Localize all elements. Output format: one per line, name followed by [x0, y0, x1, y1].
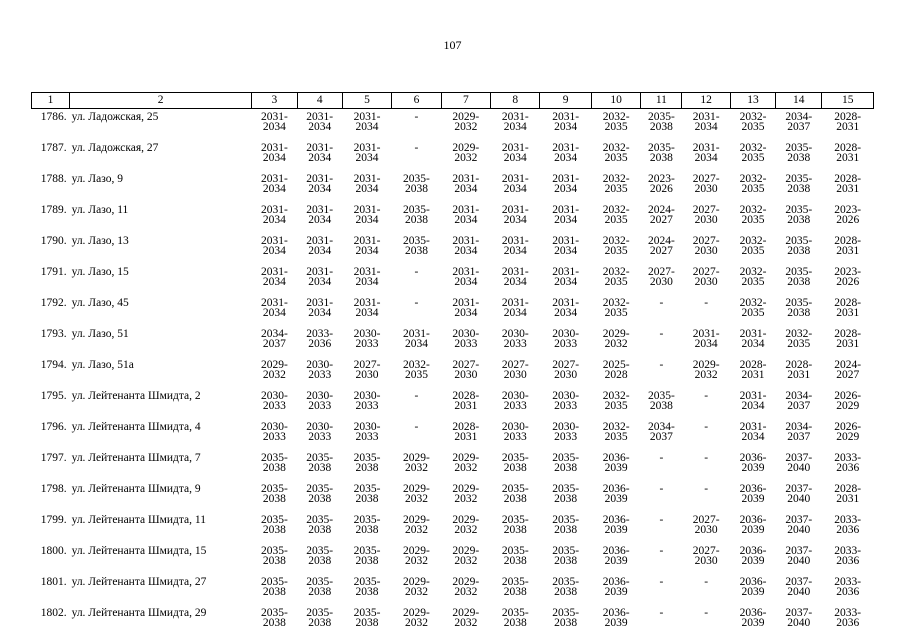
period-cell: 2030- 2033 — [353, 390, 381, 412]
period-cell: 2024- 2027 — [647, 235, 675, 257]
period-cell: 2031- 2034 — [501, 297, 529, 319]
period-cell: 2027- 2030 — [692, 173, 720, 195]
table-row — [32, 388, 874, 419]
table-row — [32, 481, 874, 512]
address-cell: ул. Лазо, 45 — [71, 297, 129, 309]
column-header: 10 — [591, 93, 640, 109]
period-cell: 2023- 2026 — [834, 266, 862, 288]
period-cell: 2035- 2038 — [306, 576, 334, 598]
period-cell: 2035- 2038 — [306, 607, 334, 629]
period-cell: - — [704, 483, 709, 495]
period-cell: 2037- 2040 — [785, 545, 813, 567]
period-cell: 2035- 2038 — [785, 235, 813, 257]
period-cell: 2031- 2034 — [260, 111, 288, 133]
period-cell: 2034- 2037 — [785, 390, 813, 412]
period-cell: 2035- 2038 — [501, 545, 529, 567]
period-cell: - — [659, 328, 664, 340]
period-cell: 2031- 2034 — [353, 173, 381, 195]
period-cell: 2031- 2034 — [260, 297, 288, 319]
period-cell: 2035- 2038 — [785, 266, 813, 288]
period-cell: - — [414, 390, 419, 402]
period-cell: 2036- 2039 — [602, 514, 630, 536]
period-cell: 2035- 2038 — [552, 576, 580, 598]
period-cell: 2032- 2035 — [602, 142, 630, 164]
address-cell: ул. Лейтенанта Шмидта, 7 — [71, 452, 201, 464]
period-cell: 2029- 2032 — [452, 111, 480, 133]
period-cell: - — [659, 452, 664, 464]
period-cell: 2029- 2032 — [452, 452, 480, 474]
row-number: 1787. — [40, 142, 67, 154]
period-cell: 2031- 2034 — [552, 235, 580, 257]
period-cell: - — [414, 142, 419, 154]
table-row — [32, 605, 874, 636]
table-row — [32, 233, 874, 264]
period-cell: 2031- 2034 — [739, 328, 767, 350]
table-row — [32, 171, 874, 202]
period-cell: 2027- 2030 — [647, 266, 675, 288]
period-cell: 2036- 2039 — [739, 607, 767, 629]
period-cell: 2027- 2030 — [692, 514, 720, 536]
period-cell: - — [659, 607, 664, 619]
address-cell: ул. Лазо, 9 — [71, 173, 123, 185]
period-cell: 2031- 2034 — [501, 111, 529, 133]
period-cell: 2035- 2038 — [785, 142, 813, 164]
period-cell: 2035- 2038 — [552, 607, 580, 629]
period-cell: 2035- 2038 — [501, 576, 529, 598]
period-cell: 2030- 2033 — [306, 359, 334, 381]
period-cell: 2029- 2032 — [452, 576, 480, 598]
period-cell: 2035- 2038 — [260, 514, 288, 536]
period-cell: 2028- 2031 — [834, 328, 862, 350]
row-number: 1789. — [40, 204, 67, 216]
period-cell: 2029- 2032 — [452, 142, 480, 164]
period-cell: 2029- 2032 — [692, 359, 720, 381]
period-cell: 2028- 2031 — [834, 297, 862, 319]
period-cell: 2030- 2033 — [552, 328, 580, 350]
period-cell: 2035- 2038 — [647, 111, 675, 133]
period-cell: 2029- 2032 — [403, 483, 430, 505]
period-cell: 2035- 2038 — [353, 576, 381, 598]
period-cell: 2031- 2034 — [260, 142, 288, 164]
period-cell: 2035- 2038 — [501, 483, 529, 505]
column-header: 14 — [776, 93, 822, 109]
column-header: 11 — [641, 93, 682, 109]
column-header: 4 — [297, 93, 342, 109]
period-cell: 2035- 2038 — [353, 545, 381, 567]
period-cell: 2028- 2031 — [834, 111, 862, 133]
period-cell: 2037- 2040 — [785, 576, 813, 598]
period-cell: 2031- 2034 — [306, 173, 334, 195]
period-cell: 2035- 2038 — [403, 204, 430, 226]
period-cell: 2034- 2037 — [785, 421, 813, 443]
period-cell: 2031- 2034 — [692, 328, 720, 350]
row-number: 1792. — [40, 297, 67, 309]
period-cell: 2035- 2038 — [403, 173, 430, 195]
period-cell: 2031- 2034 — [739, 390, 767, 412]
period-cell: 2031- 2034 — [306, 235, 334, 257]
period-cell: 2035- 2038 — [785, 204, 813, 226]
period-cell: 2031- 2034 — [260, 204, 288, 226]
period-cell: 2025- 2028 — [602, 359, 630, 381]
period-cell: 2032- 2035 — [739, 173, 767, 195]
period-cell: 2037- 2040 — [785, 483, 813, 505]
period-cell: 2033- 2036 — [834, 607, 862, 629]
column-header: 12 — [682, 93, 730, 109]
period-cell: 2033- 2036 — [834, 576, 862, 598]
table-row — [32, 574, 874, 605]
address-cell: ул. Ладожская, 27 — [71, 142, 159, 154]
period-cell: 2029- 2032 — [403, 514, 430, 536]
period-cell: 2036- 2039 — [602, 607, 630, 629]
period-cell: 2034- 2037 — [785, 111, 813, 133]
row-number: 1797. — [40, 452, 67, 464]
column-header: 9 — [540, 93, 591, 109]
column-header: 6 — [392, 93, 441, 109]
period-cell: 2033- 2036 — [834, 545, 862, 567]
address-cell: ул. Лейтенанта Шмидта, 11 — [71, 514, 206, 526]
address-cell: ул. Лейтенанта Шмидта, 15 — [71, 545, 207, 557]
period-cell: 2031- 2034 — [552, 173, 580, 195]
period-cell: 2031- 2034 — [306, 111, 334, 133]
address-cell: ул. Лазо, 13 — [71, 235, 129, 247]
period-cell: 2032- 2035 — [739, 297, 767, 319]
period-cell: 2029- 2032 — [403, 452, 430, 474]
period-cell: 2034- 2037 — [647, 421, 675, 443]
period-cell: 2030- 2033 — [306, 390, 334, 412]
row-number: 1800. — [40, 545, 67, 557]
period-cell: 2023- 2026 — [647, 173, 675, 195]
column-header: 15 — [822, 93, 874, 109]
table-body — [32, 109, 874, 637]
period-cell: 2035- 2038 — [501, 607, 529, 629]
period-cell: 2035- 2038 — [260, 545, 288, 567]
period-cell: 2035- 2038 — [552, 514, 580, 536]
period-cell: 2029- 2032 — [452, 483, 480, 505]
period-cell: 2031- 2034 — [501, 173, 529, 195]
period-cell: 2028- 2031 — [785, 359, 813, 381]
period-cell: - — [704, 297, 709, 309]
table-row — [32, 264, 874, 295]
period-cell: 2031- 2034 — [306, 266, 334, 288]
row-number: 1798. — [40, 483, 67, 495]
period-cell: 2031- 2034 — [452, 173, 480, 195]
period-cell: 2036- 2039 — [602, 545, 630, 567]
period-cell: 2027- 2030 — [692, 545, 720, 567]
period-cell: 2035- 2038 — [353, 452, 381, 474]
period-cell: - — [704, 607, 709, 619]
table-row — [32, 450, 874, 481]
address-cell: ул. Лейтенанта Шмидта, 9 — [71, 483, 201, 495]
period-cell: 2031- 2034 — [353, 204, 381, 226]
period-cell: 2030- 2033 — [260, 390, 288, 412]
period-cell: 2031- 2034 — [353, 142, 381, 164]
period-cell: 2031- 2034 — [692, 111, 720, 133]
column-header: 7 — [441, 93, 490, 109]
address-cell: ул. Лазо, 15 — [71, 266, 129, 278]
period-cell: 2032- 2035 — [602, 297, 630, 319]
period-cell: 2033- 2036 — [306, 328, 334, 350]
period-cell: 2035- 2038 — [353, 514, 381, 536]
period-cell: 2035- 2038 — [501, 452, 529, 474]
period-cell: 2035- 2038 — [353, 607, 381, 629]
period-cell: 2034- 2037 — [260, 328, 288, 350]
row-number: 1791. — [40, 266, 67, 278]
period-cell: 2027- 2030 — [552, 359, 580, 381]
period-cell: - — [659, 514, 664, 526]
address-cell: ул. Лейтенанта Шмидта, 29 — [71, 607, 207, 619]
period-cell: 2032- 2035 — [602, 390, 630, 412]
period-cell: 2030- 2033 — [501, 421, 529, 443]
period-cell: - — [659, 359, 664, 371]
period-cell: 2032- 2035 — [785, 328, 813, 350]
period-cell: 2031- 2034 — [260, 266, 288, 288]
period-cell: 2035- 2038 — [306, 483, 334, 505]
period-cell: 2029- 2032 — [452, 514, 480, 536]
period-cell: 2037- 2040 — [785, 514, 813, 536]
period-cell: 2035- 2038 — [785, 173, 813, 195]
period-cell: 2036- 2039 — [739, 452, 767, 474]
period-cell: - — [704, 576, 709, 588]
period-cell: 2037- 2040 — [785, 452, 813, 474]
period-cell: 2035- 2038 — [552, 452, 580, 474]
table-row — [32, 512, 874, 543]
period-cell: 2036- 2039 — [602, 576, 630, 598]
period-cell: 2031- 2034 — [501, 266, 529, 288]
schedule-table — [31, 92, 874, 636]
period-cell: 2031- 2034 — [552, 266, 580, 288]
table-row — [32, 202, 874, 233]
column-header: 2 — [70, 93, 252, 109]
period-cell: 2031- 2034 — [306, 142, 334, 164]
period-cell: 2031- 2034 — [452, 297, 480, 319]
row-number: 1802. — [40, 607, 67, 619]
period-cell: 2029- 2032 — [403, 576, 430, 598]
row-number: 1795. — [40, 390, 67, 402]
period-cell: 2036- 2039 — [739, 483, 767, 505]
period-cell: 2026- 2029 — [834, 421, 862, 443]
period-cell: 2032- 2035 — [739, 204, 767, 226]
period-cell: 2032- 2035 — [602, 173, 630, 195]
period-cell: 2032- 2035 — [739, 235, 767, 257]
period-cell: 2027- 2030 — [692, 266, 720, 288]
address-cell: ул. Лейтенанта Шмидта, 27 — [71, 576, 207, 588]
table-row — [32, 543, 874, 574]
period-cell: 2035- 2038 — [647, 390, 675, 412]
period-cell: 2032- 2035 — [739, 142, 767, 164]
period-cell: 2027- 2030 — [501, 359, 529, 381]
period-cell: 2035- 2038 — [306, 514, 334, 536]
period-cell: 2030- 2033 — [552, 421, 580, 443]
period-cell: 2033- 2036 — [834, 452, 862, 474]
period-cell: 2028- 2031 — [834, 173, 862, 195]
period-cell: 2036- 2039 — [739, 514, 767, 536]
page-number: 107 — [443, 38, 462, 52]
period-cell: 2030- 2033 — [501, 328, 529, 350]
table-header-row — [32, 93, 874, 109]
period-cell: 2032- 2035 — [739, 111, 767, 133]
period-cell: - — [704, 452, 709, 464]
period-cell: 2035- 2038 — [260, 607, 288, 629]
period-cell: 2035- 2038 — [353, 483, 381, 505]
period-cell: 2031- 2034 — [353, 266, 381, 288]
period-cell: 2031- 2034 — [353, 297, 381, 319]
period-cell: 2031- 2034 — [452, 235, 480, 257]
period-cell: 2035- 2038 — [260, 576, 288, 598]
period-cell: 2028- 2031 — [834, 483, 862, 505]
period-cell: - — [414, 297, 419, 309]
period-cell: 2036- 2039 — [602, 452, 630, 474]
period-cell: 2027- 2030 — [452, 359, 480, 381]
address-cell: ул. Ладожская, 25 — [71, 111, 159, 123]
period-cell: 2029- 2032 — [403, 607, 430, 629]
period-cell: - — [704, 421, 709, 433]
period-cell: 2028- 2031 — [452, 390, 480, 412]
period-cell: 2029- 2032 — [602, 328, 630, 350]
period-cell: 2032- 2035 — [602, 111, 630, 133]
period-cell: 2024- 2027 — [647, 204, 675, 226]
row-number: 1786. — [40, 111, 67, 123]
row-number: 1801. — [40, 576, 67, 588]
period-cell: 2029- 2032 — [260, 359, 288, 381]
row-number: 1796. — [40, 421, 67, 433]
period-cell: 2030- 2033 — [353, 328, 381, 350]
period-cell: 2027- 2030 — [692, 235, 720, 257]
period-cell: 2031- 2034 — [306, 204, 334, 226]
period-cell: 2028- 2031 — [739, 359, 767, 381]
table-row — [32, 109, 874, 141]
period-cell: 2031- 2034 — [403, 328, 430, 350]
period-cell: 2036- 2039 — [739, 545, 767, 567]
period-cell: 2030- 2033 — [260, 421, 288, 443]
period-cell: - — [659, 297, 664, 309]
period-cell: 2032- 2035 — [602, 235, 630, 257]
period-cell: 2031- 2034 — [353, 235, 381, 257]
address-cell: ул. Лейтенанта Шмидта, 4 — [71, 421, 201, 433]
period-cell: 2026- 2029 — [834, 390, 862, 412]
period-cell: 2023- 2026 — [834, 204, 862, 226]
address-cell: ул. Лазо, 51а — [71, 359, 134, 371]
period-cell: 2028- 2031 — [452, 421, 480, 443]
period-cell: 2031- 2034 — [552, 204, 580, 226]
period-cell: 2035- 2038 — [306, 452, 334, 474]
period-cell: 2036- 2039 — [602, 483, 630, 505]
column-header: 8 — [491, 93, 540, 109]
period-cell: 2027- 2030 — [353, 359, 381, 381]
column-header: 13 — [730, 93, 775, 109]
period-cell: - — [659, 545, 664, 557]
period-cell: 2031- 2034 — [260, 173, 288, 195]
period-cell: 2032- 2035 — [403, 359, 430, 381]
column-header: 1 — [32, 93, 70, 109]
period-cell: 2030- 2033 — [501, 390, 529, 412]
period-cell: 2035- 2038 — [260, 452, 288, 474]
table-row — [32, 295, 874, 326]
period-cell: 2032- 2035 — [739, 266, 767, 288]
period-cell: 2035- 2038 — [306, 545, 334, 567]
period-cell: 2031- 2034 — [692, 142, 720, 164]
period-cell: 2037- 2040 — [785, 607, 813, 629]
period-cell: - — [704, 390, 709, 402]
period-cell: 2024- 2027 — [834, 359, 862, 381]
period-cell: 2032- 2035 — [602, 421, 630, 443]
period-cell: 2036- 2039 — [739, 576, 767, 598]
period-cell: 2028- 2031 — [834, 142, 862, 164]
table-row — [32, 326, 874, 357]
column-header: 5 — [342, 93, 391, 109]
period-cell: 2035- 2038 — [647, 142, 675, 164]
period-cell: 2035- 2038 — [552, 545, 580, 567]
row-number: 1794. — [40, 359, 67, 371]
table-row — [32, 419, 874, 450]
period-cell: 2031- 2034 — [552, 297, 580, 319]
row-number: 1788. — [40, 173, 67, 185]
period-cell: 2031- 2034 — [739, 421, 767, 443]
row-number: 1799. — [40, 514, 67, 526]
period-cell: 2031- 2034 — [501, 142, 529, 164]
period-cell: 2030- 2033 — [306, 421, 334, 443]
column-header: 3 — [252, 93, 297, 109]
period-cell: 2035- 2038 — [785, 297, 813, 319]
period-cell: 2033- 2036 — [834, 514, 862, 536]
period-cell: 2031- 2034 — [452, 204, 480, 226]
period-cell: 2032- 2035 — [602, 266, 630, 288]
period-cell: 2029- 2032 — [452, 607, 480, 629]
period-cell: - — [414, 266, 419, 278]
period-cell: 2030- 2033 — [552, 390, 580, 412]
period-cell: - — [414, 111, 419, 123]
period-cell: 2030- 2033 — [353, 421, 381, 443]
period-cell: 2031- 2034 — [501, 204, 529, 226]
period-cell: 2031- 2034 — [452, 266, 480, 288]
period-cell: 2029- 2032 — [452, 545, 480, 567]
period-cell: 2031- 2034 — [501, 235, 529, 257]
period-cell: 2031- 2034 — [306, 297, 334, 319]
row-number: 1793. — [40, 328, 67, 340]
period-cell: - — [659, 483, 664, 495]
period-cell: 2035- 2038 — [260, 483, 288, 505]
period-cell: 2029- 2032 — [403, 545, 430, 567]
table-row — [32, 357, 874, 388]
table-row — [32, 140, 874, 171]
period-cell: 2030- 2033 — [452, 328, 480, 350]
period-cell: 2032- 2035 — [602, 204, 630, 226]
period-cell: 2031- 2034 — [260, 235, 288, 257]
period-cell: 2035- 2038 — [552, 483, 580, 505]
period-cell: - — [414, 421, 419, 433]
period-cell: 2031- 2034 — [353, 111, 381, 133]
period-cell: - — [659, 576, 664, 588]
row-number: 1790. — [40, 235, 67, 247]
period-cell: 2031- 2034 — [552, 111, 580, 133]
period-cell: 2028- 2031 — [834, 235, 862, 257]
period-cell: 2027- 2030 — [692, 204, 720, 226]
address-cell: ул. Лазо, 11 — [71, 204, 129, 216]
period-cell: 2035- 2038 — [403, 235, 430, 257]
period-cell: 2035- 2038 — [501, 514, 529, 536]
address-cell: ул. Лазо, 51 — [71, 328, 129, 340]
period-cell: 2031- 2034 — [552, 142, 580, 164]
address-cell: ул. Лейтенанта Шмидта, 2 — [71, 390, 201, 402]
